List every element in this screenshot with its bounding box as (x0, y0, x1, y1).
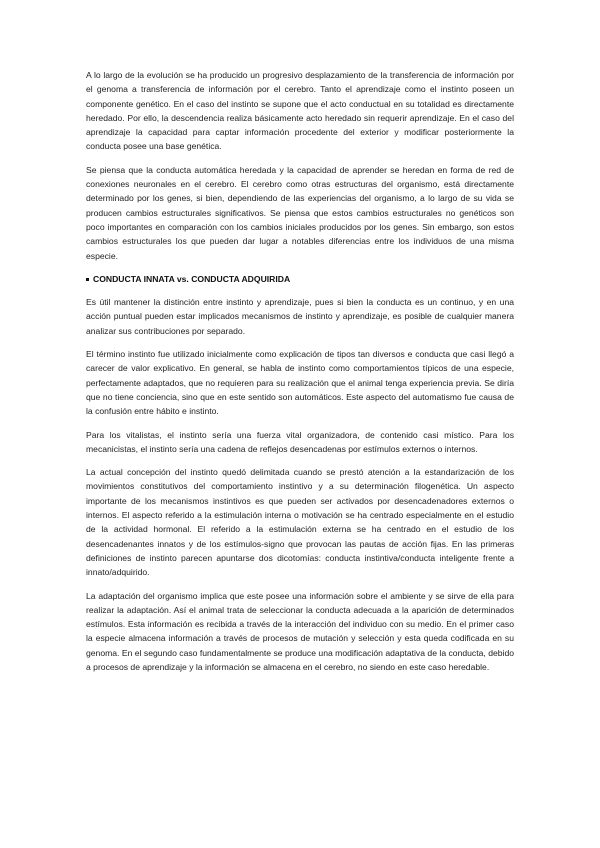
section-heading (86, 272, 514, 286)
section-heading-text: CONDUCTA INNATA vs. CONDUCTA ADQUIRIDA (93, 273, 291, 284)
document-page (86, 68, 514, 683)
paragraph-distincion: Es útil mantener la distinción entre instinto y aprendizaje, pues si bien la conducta es un continuo, y en una acción puntual pueden estar implicados mecanismos de instinto y aprendizaje, es posible de cualquier manera analizar sus contribuciones por separado. (86, 297, 514, 336)
paragraph-termino-instinto: El término instinto fue utilizado inicialmente como explicación de tipos tan diversos e conducta que casi llegó a carecer de valor explicativo. En general, se habla de instinto como comportamientos típicos de una especie, perfectamente adaptados, que no requieren para su realización que el animal tenga experiencia previa. Se diría que no tiene conciencia, sino que en este sentido son automáticos. Este aspecto del automatismo fue causa de la confusión entre hábito e instinto. (86, 349, 514, 417)
paragraph-concepcion-actual: La actual concepción del instinto quedó delimitada cuando se prestó atención a la estandarización de los movimientos constitutivos del comportamiento instintivo y a su determinación filogenética. Un aspecto importante de los mecanismos instintivos es que pueden ser activados por desencadenadores externos o internos. El aspecto referido a la estimulación interna o motivación se ha centrado especialmente en el estudio de la actividad hormonal. El referido a la estimulación externa se ha centrado en el estudio de los desencadenantes innatos y de los estímulos-signo que provocan las pautas de acción fijas. En las primeras definiciones de instinto parecen apuntarse dos dicotomías: conducta instintiva/conducta inteligente frente a innato/adquirido. (86, 467, 514, 578)
paragraph-adaptacion: La adaptación del organismo implica que este posee una información sobre el ambiente y se sirve de ella para realizar la adaptación. Así el animal trata de seleccionar la conducta adecuada a la aparición de determinados estímulos. Esta información es recibida a través de la interacción del individuo con su medio. En el primer caso la especie almacena información a través de procesos de mutación y selección y esta queda codificada en su genoma. En el segundo caso fundamentalmente se produce una modificación adaptativa de la conducta, debido a procesos de aprendizaje y la información se almacena en el cerebro, no siendo en este caso heredable. (86, 590, 514, 672)
paragraph-evolucion: A lo largo de la evolución se ha producido un progresivo desplazamiento de la transferencia de información por el genoma a transferencia de información por el cerebro. Tanto el aprendizaje como el instinto poseen un componente genético. En el caso del instinto se supone que el acto conductual en su totalidad es directamente heredado. Por ello, la descendencia realiza básicamente acto heredado sin requerir aprendizaje. En el caso del aprendizaje la capacidad para captar información procedente del exterior y modificar posteriormente la conducta posee una base genética. (86, 70, 514, 152)
paragraph-vitalistas: Para los vitalistas, el instinto sería una fuerza vital organizadora, de contenido casi místico. Para los mecanicistas, el instinto sería una cadena de reflejos desencadenas por estímulos externos o internos. (86, 429, 514, 454)
paragraph-conducta-heredada: Se piensa que la conducta automática heredada y la capacidad de aprender se heredan en forma de red de conexiones neuronales en el cerebro. El cerebro como otras estructuras del organismo, está directamente determinado por los genes, si bien, dependiendo de las experiencias del organismo, a lo largo de su vida se producen cambios estructurales significativos. Se piensa que estos cambios estructurales no genéticos son poco importantes en comparación con los cambios iniciales producidos por los genes. Sin embargo, son estos cambios estructurales los que pueden dar lugar a notables diferencias entre los individuos de una misma especie. (86, 164, 514, 261)
bullet-icon (86, 278, 89, 281)
